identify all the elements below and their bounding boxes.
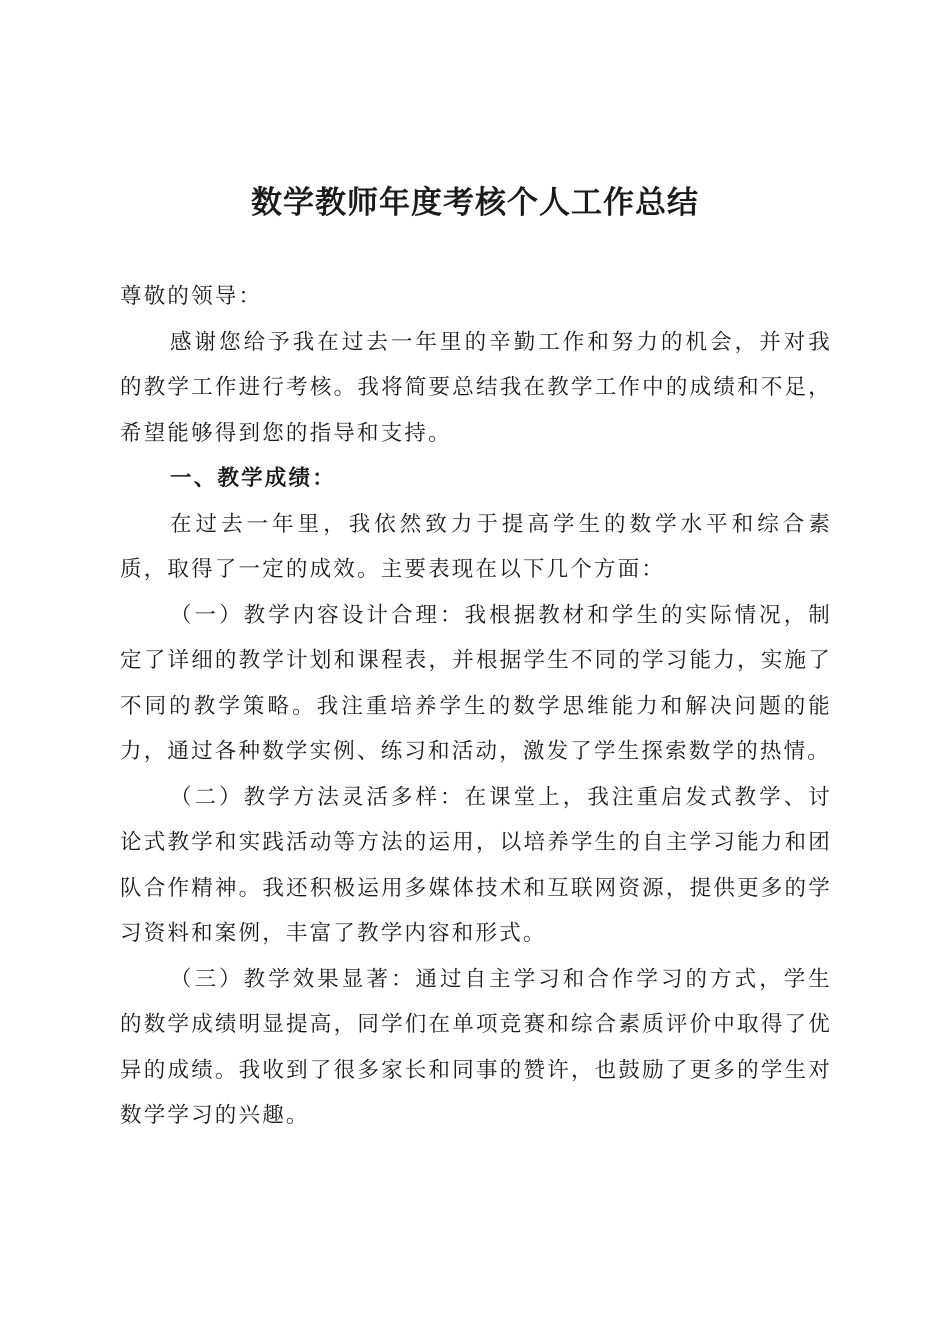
salutation: 尊敬的领导： xyxy=(120,284,263,309)
list-item xyxy=(120,593,832,775)
item-label: （三）教学效果显著： xyxy=(170,966,416,992)
item-text: 我根据教材和学生的实际情况，制定了详细的教学计划和课程表，并根据学生不同的学习能力，实施了不同的教学策略。我注重培养学生的数学思维能力和解决问题的能力，通过各种数学实例、练习和活动，激发了学生探索数学的热情。 xyxy=(120,602,832,764)
item-text: 在课堂上，我注重启发式教学、讨论式教学和实践活动等方法的运用，以培养学生的自主学习能力和团队合作精神。我还积极运用多媒体技术和互联网资源，提供更多的学习资料和案例，丰富了教学内容和形式。 xyxy=(120,784,832,946)
item-text: 通过自主学习和合作学习的方式，学生的数学成绩明显提高，同学们在单项竞赛和综合素质评价中取得了优异的成绩。我收到了很多家长和同事的赞许，也鼓励了更多的学生对数学学习的兴趣。 xyxy=(120,966,832,1128)
item-label: （二）教学方法灵活多样： xyxy=(170,784,465,810)
list-item xyxy=(120,775,832,957)
section-heading-teaching-results: 一、教学成绩： xyxy=(170,466,336,491)
page-title: 数学教师年度考核个人工作总结 xyxy=(251,185,699,221)
list-item xyxy=(120,957,832,1139)
item-label: （一）教学内容设计合理： xyxy=(170,602,465,628)
section-lead-paragraph: 在过去一年里，我依然致力于提高学生的数学水平和综合素质，取得了一定的成效。主要表现在以下几个方面： xyxy=(120,511,832,582)
document-body xyxy=(120,274,832,1139)
intro-paragraph: 感谢您给予我在过去一年里的辛勤工作和努力的机会，并对我的教学工作进行考核。我将简要总结我在教学工作中的成绩和不足，希望能够得到您的指导和支持。 xyxy=(120,329,832,446)
